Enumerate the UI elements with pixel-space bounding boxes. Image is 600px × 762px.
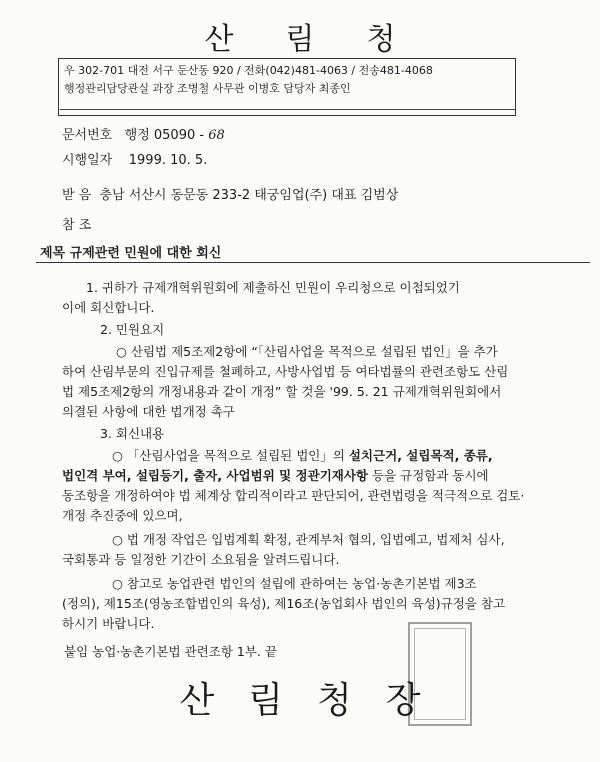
- recipient-label: 받 음: [62, 188, 92, 203]
- body-line: (정의), 제15조(영농조합법인의 육성), 제16조(농업회사 법인의 육성)규정을 참고: [62, 596, 506, 611]
- subject-underline: [36, 262, 590, 263]
- info-divider: [60, 109, 515, 110]
- section-heading: 3. 회신내용: [100, 426, 165, 441]
- doc-number-value: 행정 05090 -: [124, 128, 205, 143]
- body-line: 1. 귀하가 규제개혁위원회에 제출하신 민원이 우리청으로 이첩되었기: [86, 280, 460, 295]
- body-line: 하여 산림부문의 진입규제를 철폐하고, 사방사업법 등 여타법률의 관련조항도 산림: [62, 364, 509, 379]
- body-line: 이에 회신합니다.: [62, 300, 155, 315]
- issue-date-value: 1999. 10. 5.: [128, 153, 208, 168]
- body-text: ○ 「산림사업을 목적으로 설립된 법인」의: [112, 448, 349, 463]
- body-line: 법 제5조제2항의 개정내용과 같이 개정” 할 것을 '99. 5. 21 규제개혁위원회에서: [62, 384, 502, 399]
- body-text: 등을 규정함과 동시에: [368, 468, 489, 483]
- body-line: 하시기 바랍니다.: [62, 616, 155, 631]
- signature-agency-head: 산림청장: [179, 680, 455, 721]
- issue-date-label: 시행일자: [62, 153, 113, 168]
- body-line: [62, 466, 489, 484]
- issue-date: [62, 149, 207, 168]
- address-line: 우 302-701 대전 서구 둔산동 920 / 전화(042)481-4063 / 전송481-4068: [64, 64, 433, 77]
- body-line: 의결된 사항에 대한 법개정 촉구: [62, 404, 235, 419]
- body-text-bold: 설치근거, 설립목적, 종류,: [348, 448, 493, 463]
- doc-number-label: 문서번호: [62, 128, 113, 143]
- section-heading: 2. 민원요지: [100, 322, 165, 337]
- body-text-bold: 법인격 부여, 설립등기, 출자, 사업범위 및 정관기재사항: [62, 468, 369, 483]
- staff-line: 행정관리담당관실 과장 조병철 사무관 이병호 담당자 최종인: [64, 82, 351, 95]
- subject-heading: 제목 규제관련 민원에 대한 회신: [40, 246, 222, 261]
- recipient-value: 충남 서산시 동문동 233-2 태궁임업(주) 대표 김범상: [99, 188, 399, 203]
- body-line: ○ 법 개정 작업은 입법계획 확정, 관계부처 협의, 입법예고, 법제처 심사,: [112, 532, 505, 547]
- agency-title: 산림청: [204, 22, 448, 57]
- body-line: 국회통과 등 일정한 기간이 소요됨을 알려드립니다.: [62, 552, 340, 567]
- recipient: [62, 184, 398, 203]
- body-line: [112, 446, 493, 464]
- doc-number-handwritten: 68: [208, 128, 225, 143]
- body-line: ○ 산림법 제5조제2항에 “「산림사업을 목적으로 설립된 법인」을 추가: [116, 344, 498, 359]
- doc-number: [62, 124, 225, 143]
- body-line: 개정 추진중에 있으며,: [62, 508, 183, 523]
- reference-label: 참 조: [62, 218, 92, 233]
- body-line: ○ 참고로 농업관련 법인의 설립에 관하여는 농업·농촌기본법 제3조: [112, 576, 477, 591]
- body-line: 동조항을 개정하여야 법 체계상 합리적이라고 판단되어, 관련법령을 적극적으로 검토·: [62, 488, 525, 503]
- attachment-note: 붙임 농업·농촌기본법 관련조항 1부. 끝: [64, 644, 277, 659]
